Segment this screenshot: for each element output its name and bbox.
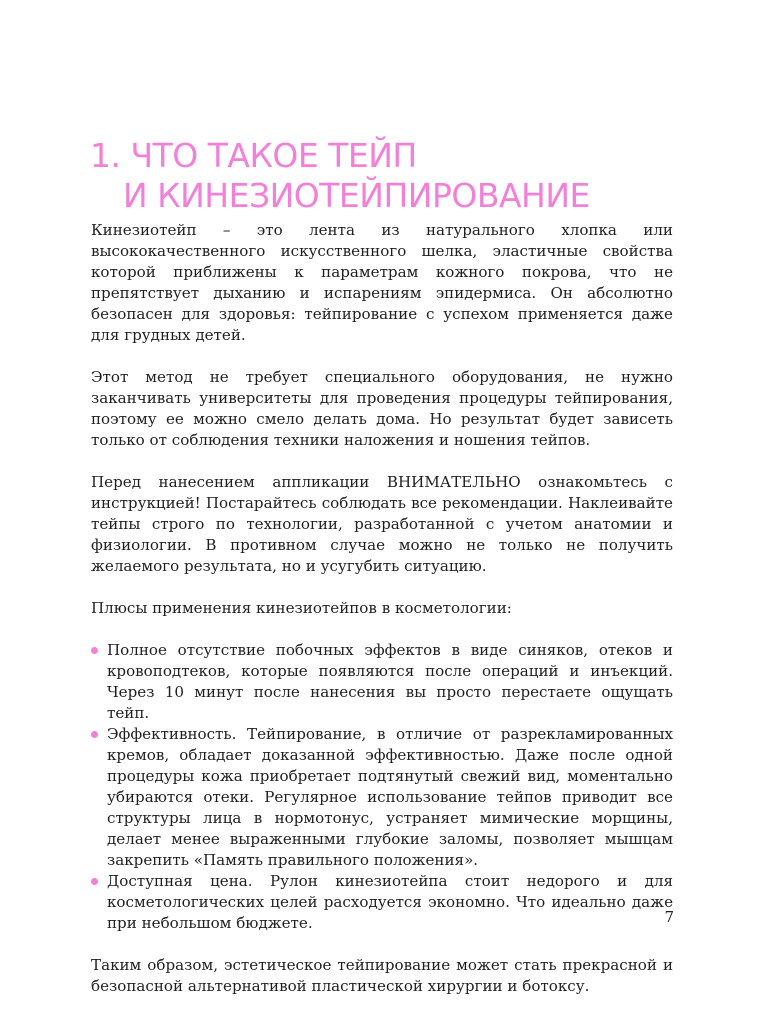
- paragraph: Этот метод не требует специального оборудования, не нужно заканчивать университеты для проведения процедуры тейпирования, поэтому ее можно смело делать дома. Но результат будет зависеть только от соблюдения техники наложения и ношения тейпов.: [91, 368, 673, 449]
- paragraph: Перед нанесением аппликации ВНИМАТЕЛЬНО ознакомьтесь с инструкцией! Постарайтесь соблюдать все рекомендации. Наклеивайте тейпы строго по технологии, разработанной с учетом анатомии и физиологии. В противном случае можно не только не получить желаемого результата, но и усугубить ситуацию.: [91, 473, 673, 575]
- list-item: [91, 724, 673, 871]
- list-intro: Плюсы применения кинезиотейпов в косметологии:: [91, 599, 512, 617]
- chapter-title-line-1: [90, 136, 590, 176]
- bullet-dot-icon: [91, 731, 98, 738]
- list-item-text: Эффективность. Тейпирование, в отличие от разрекламированных кремов, обладает доказанной эффективностью. Даже после одной процедуры кожа приобретает подтянутый свежий вид, моментально убираются отеки. Регулярное использование тейпов приводит все структуры лица в нормотонус, устраняет мимические морщины, делает менее выраженными глубокие заломы, позволяет мышцам закрепить «Память правильного положения».: [107, 725, 673, 869]
- chapter-body: [91, 220, 673, 1018]
- list-item-text: Доступная цена. Рулон кинезиотейпа стоит недорого и для косметологических целей расходуется экономно. Что идеально даже при небольшом бюджете.: [107, 872, 673, 932]
- chapter-title-line-2: И КИНЕЗИОТЕЙПИРОВАНИЕ: [123, 176, 590, 215]
- bullet-dot-icon: [91, 647, 98, 654]
- page-number: 7: [664, 908, 674, 926]
- conclusion-paragraph: Таким образом, эстетическое тейпирование может стать прекрасной и безопасной альтернативой пластической хирургии и ботоксу.: [91, 956, 673, 995]
- list-item: [91, 871, 673, 934]
- paragraph: Кинезиотейп – это лента из натурального хлопка или высококачественного искусственного шелка, эластичные свойства которой приближены к параметрам кожного покрова, что не препятствует дыханию и испарениям эпидермиса. Он абсолютно безопасен для здоровья: тейпирование с успехом применяется даже для грудных детей.: [91, 221, 673, 344]
- chapter-title: [90, 136, 590, 216]
- benefits-list: [91, 640, 673, 934]
- bullet-dot-icon: [91, 878, 98, 885]
- list-item: [91, 640, 673, 724]
- chapter-number: 1.: [90, 136, 121, 175]
- list-item-text: Полное отсутствие побочных эффектов в виде синяков, отеков и кровоподтеков, которые появляются после операций и инъекций. Через 10 минут после нанесения вы просто перестаете ощущать тейп.: [107, 641, 673, 722]
- chapter-title-text-1: ЧТО ТАКОЕ ТЕЙП: [130, 136, 417, 175]
